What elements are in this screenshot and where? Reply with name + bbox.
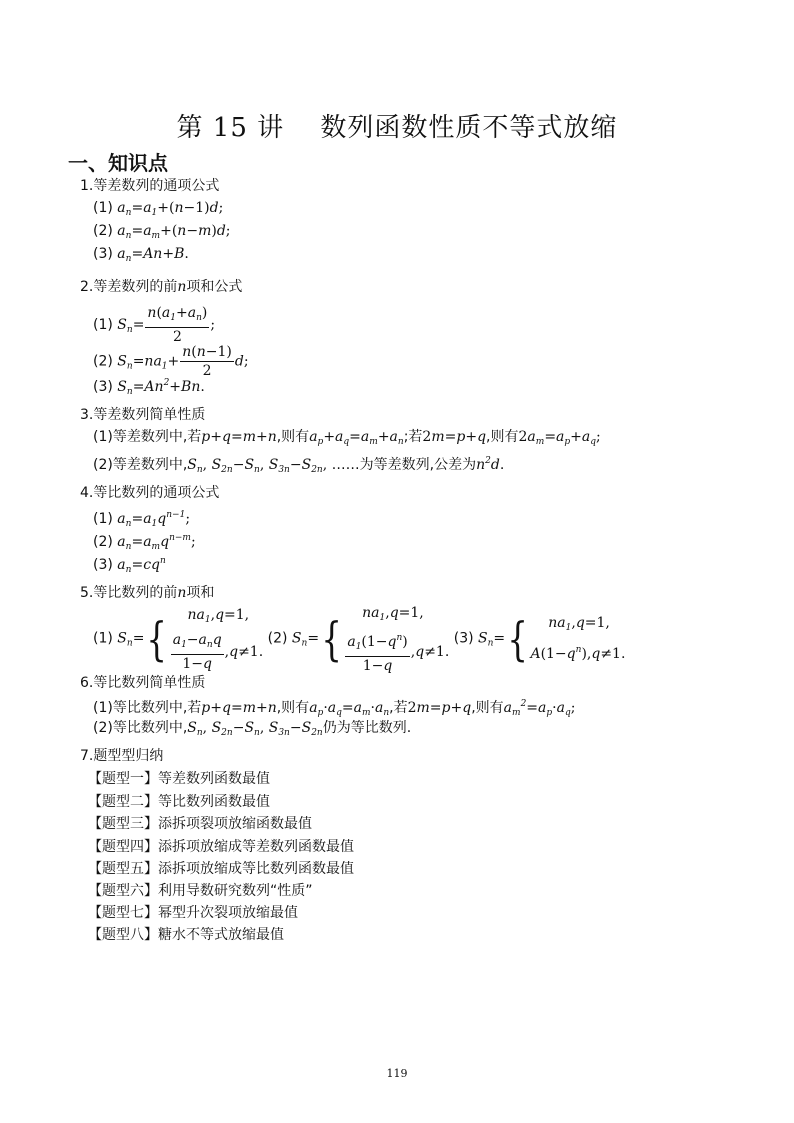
page-title: 第 15 讲 数列函数性质不等式放缩 xyxy=(176,113,618,143)
type-item: 【题型六】利用导数研究数列“性质” xyxy=(88,883,313,899)
item-3-heading: 3.等差数列简单性质 xyxy=(80,407,206,423)
item-6-property-1: (1)等比数列中,若p+q=m+n,则有$a_p\cdot a_q=a_m\cdot a_n$,若2m=p+q,则有$a_m^2=a_p\cdot a_q$; xyxy=(93,699,576,718)
item-1-formula-1: (1) $a_n=a_1+(n-1)d$; xyxy=(93,200,224,218)
item-4-formula-2: (2) $a_n=a_mq^{n-m}$; xyxy=(93,533,196,552)
item-1-heading: 1.等差数列的通项公式 xyxy=(80,178,220,194)
type-item: 【题型一】等差数列函数最值 xyxy=(88,771,270,787)
item-6-heading: 6.等比数列简单性质 xyxy=(80,675,206,691)
item-2-formula-2: (2) $S_n=na_1+$ $\frac{n(n-1)}{2}$ d; xyxy=(93,344,249,379)
type-item: 【题型八】糖水不等式放缩最值 xyxy=(88,927,284,943)
type-item: 【题型五】添拆项放缩成等比数列函数最值 xyxy=(88,861,354,877)
type-item: 【题型七】幂型升次裂项放缩最值 xyxy=(88,905,298,921)
type-item: 【题型三】添拆项裂项放缩函数最值 xyxy=(88,816,312,832)
item-6-property-2: (2)等比数列中$,S_n$, $S_{2n}-S_n$, $S_{3n}-S_{2n}$仍为等比数列. xyxy=(93,720,412,738)
item-4-heading: 4.等比数列的通项公式 xyxy=(80,485,220,501)
item-2-formula-1: (1) $S_n=$ $\frac{n(a_1+a_n)}{2}$ ; xyxy=(93,305,216,345)
item-3-property-1: (1)等差数列中,若p+q=m+n,则有$a_p+a_q=a_m+a_n$;若2m=p+q,则有$2a_m=a_p+a_q$; xyxy=(93,429,601,447)
item-5-heading: 5.等比数列的前n项和 xyxy=(80,585,215,601)
type-item: 【题型四】添拆项放缩成等差数列函数最值 xyxy=(88,839,354,855)
item-2-formula-3: (3) $S_n=An^2+Bn$. xyxy=(93,378,205,397)
item-5-formulas: (1) $S_n=${ $na_1,q=1$, $\frac{a_1-a_nq}{1-q}$ ,q≠1. (2) $S_n=${ $na_1,q=1$, $\frac{a_1(1-q^n)}{1-q}$ ,q≠1. (3) $S_n=${ $na_1,q=1$, $A(1-q^n),q\ne 1$. xyxy=(93,605,626,674)
type-item: 【题型二】等比数列函数最值 xyxy=(88,794,270,810)
item-1-formula-2: (2) $a_n=a_m+(n-m)d$; xyxy=(93,223,231,241)
item-1-formula-3: (3) $a_n=An+B$. xyxy=(93,246,189,264)
item-4-formula-1: (1) $a_n=a_1q^{n-1}$; xyxy=(93,510,191,529)
item-7-heading: 7.题型型归纳 xyxy=(80,748,164,764)
item-4-formula-3: (3) $a_n=cq^n$ xyxy=(93,556,166,575)
section-heading: 一、知识点 xyxy=(68,151,168,175)
item-2-heading: 2.等差数列的前n项和公式 xyxy=(80,279,243,295)
item-3-property-2: (2)等差数列中$,S_n$, $S_{2n}-S_n$, $S_{3n}-S_{2n}$, ……为等差数列,公差为$n^2d$. xyxy=(93,456,505,475)
page-number: 119 xyxy=(386,1067,408,1080)
